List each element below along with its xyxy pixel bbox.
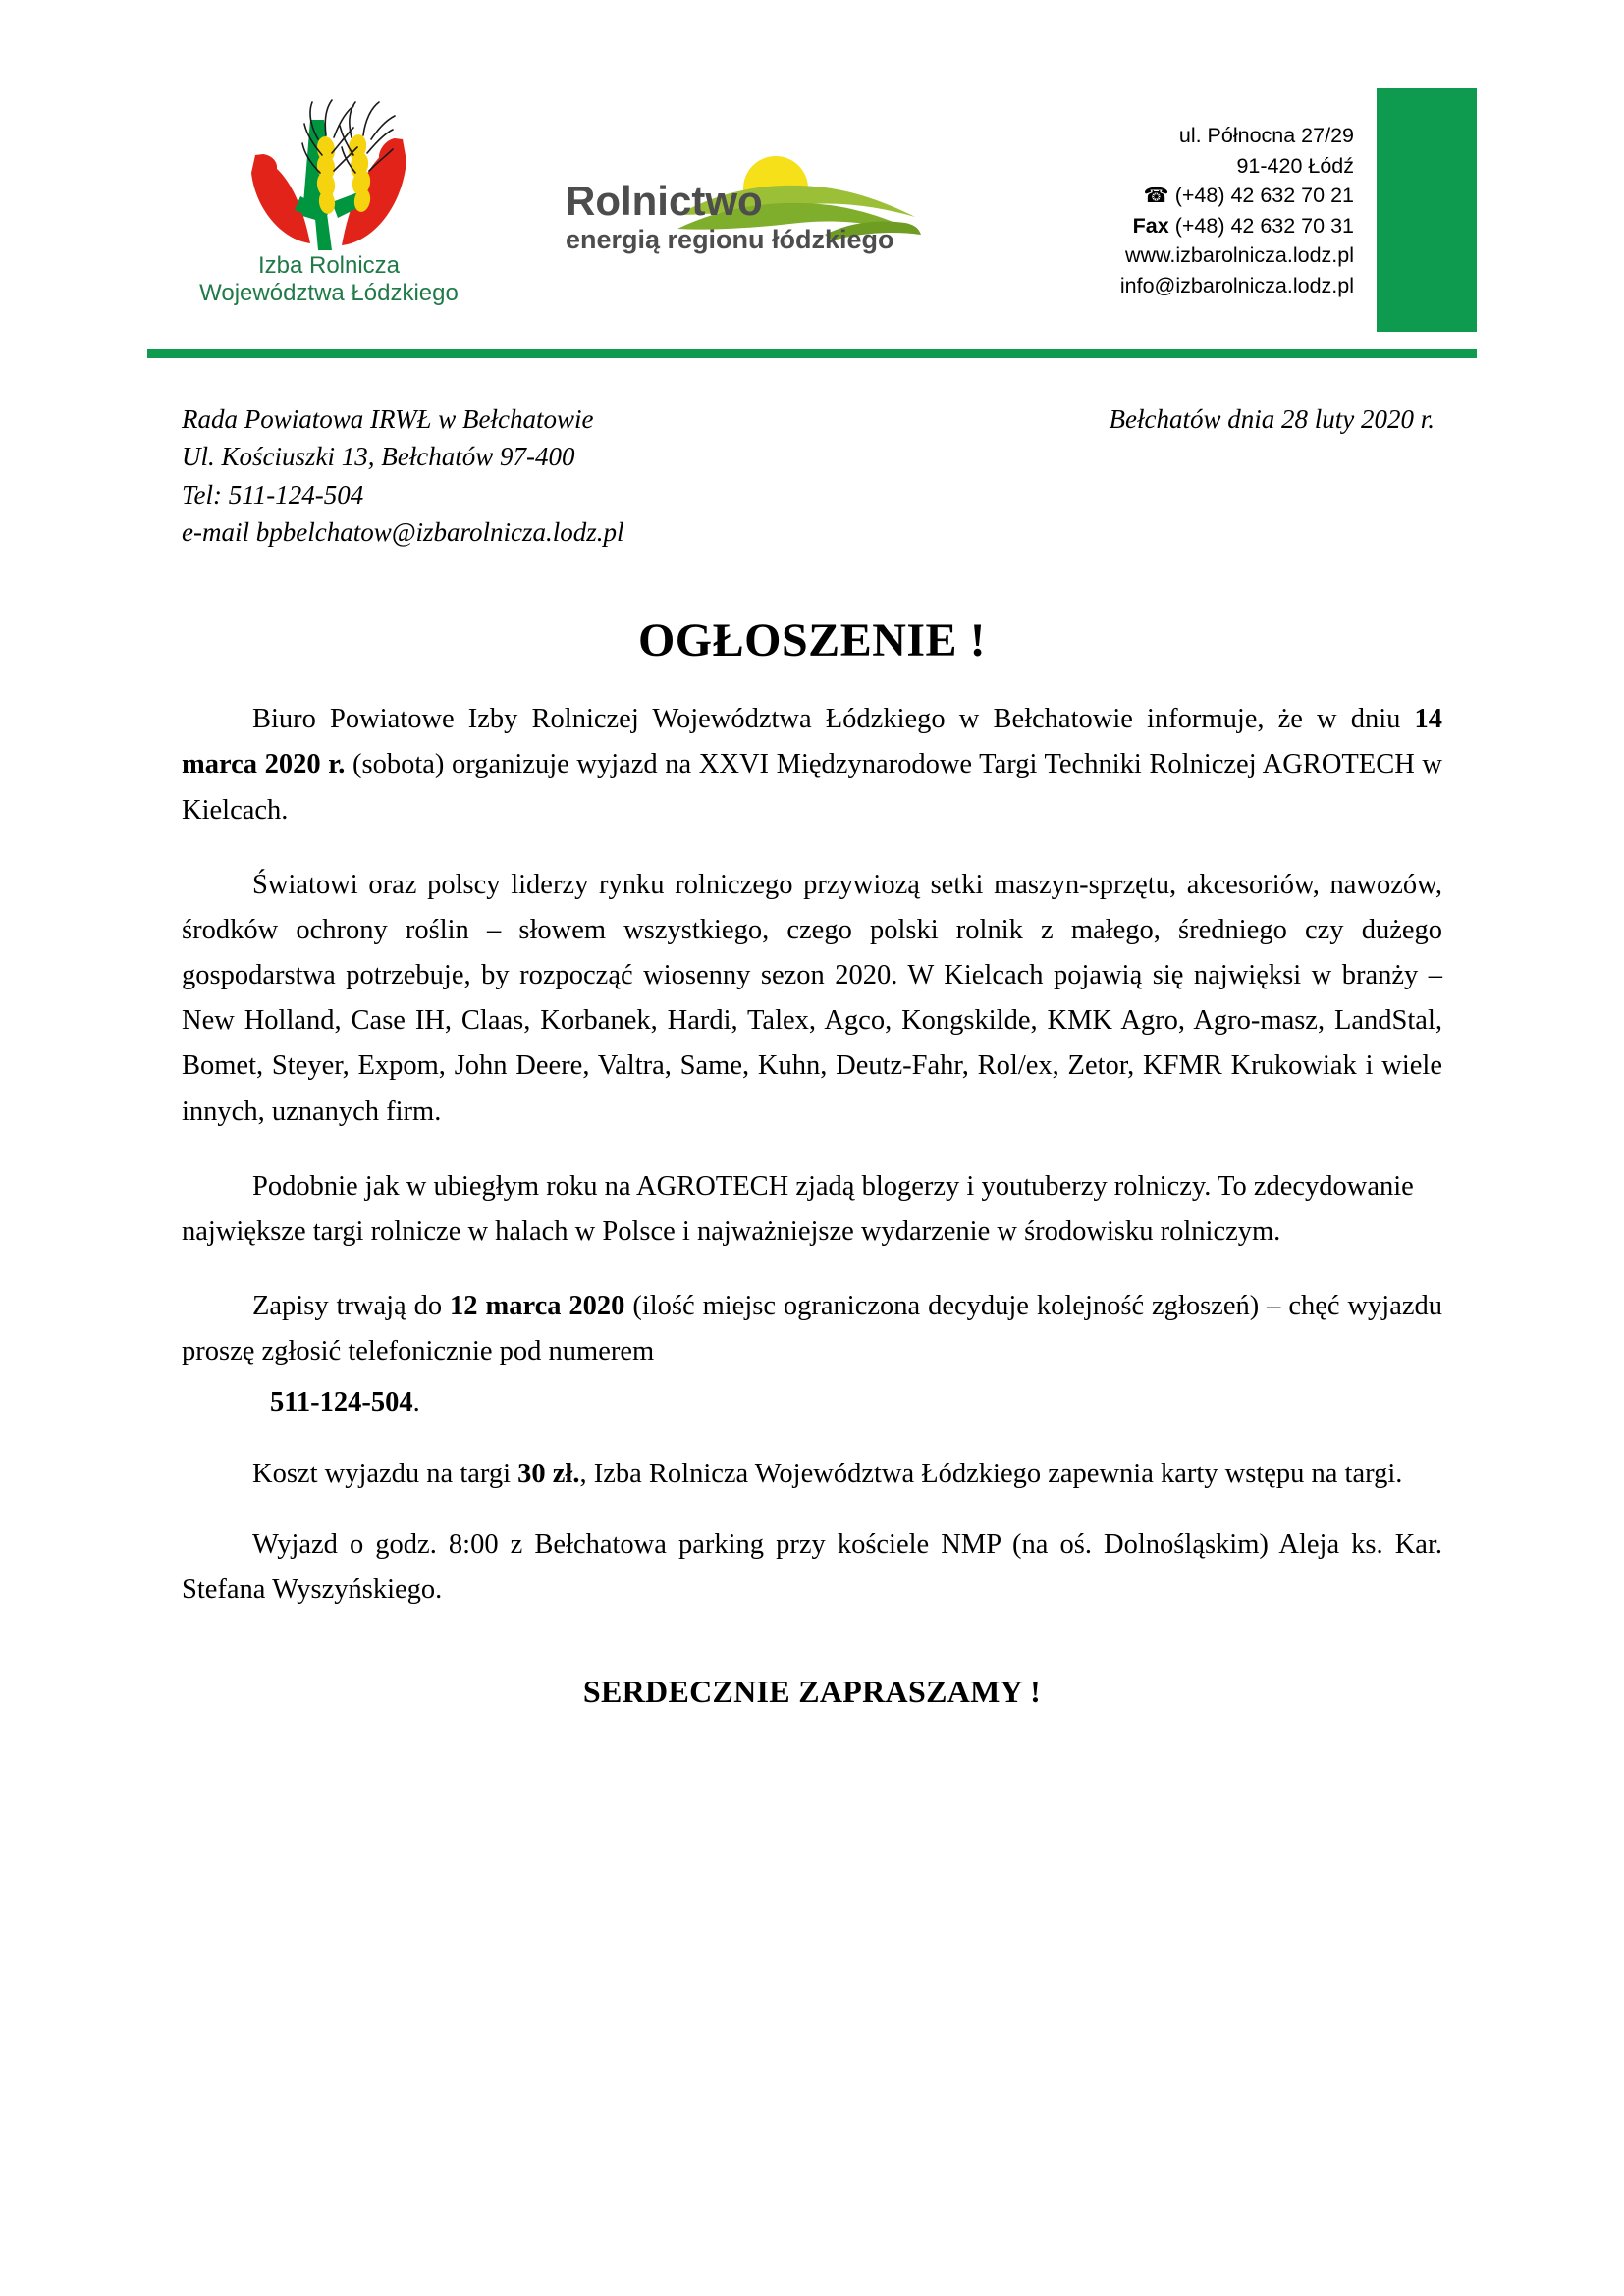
registration-phone-number: 511-124-504 — [270, 1387, 413, 1418]
sender-block — [182, 400, 810, 551]
contact-details — [1120, 121, 1354, 300]
closing-invitation: SERDECZNIE ZAPRASZAMY ! — [582, 1673, 1042, 1709]
p4-text-a: Zapisy trwają do — [252, 1291, 451, 1322]
header-green-panel — [1377, 88, 1477, 332]
paragraph-announcement — [182, 697, 1442, 832]
p1-date-emphasis: 14 marca 2020 r. — [182, 704, 1442, 780]
sender-line-1: Rada Powiatowa IRWŁ w Bełchatowie — [182, 404, 594, 434]
campaign-logo — [530, 144, 923, 262]
registration-phone-period: . — [412, 1387, 420, 1418]
paragraph-registration — [182, 1284, 1442, 1374]
paragraph-exhibitors: Światowi oraz polscy liderzy rynku rolniczego przywiozą setki maszyn-sprzętu, akcesoriów, nawozów, środków ochrony roślin – słowem wszystkiego, czego polski rolnik z małego, średniego czy dużego gospodarstwa potrzebuje, by rozpocząć wiosenny sezon 2020. W Kielcach pojawią się najwięksi w branży – New Holland, Case IH, Claas, Korbanek, Hardi, Talex, Agco, Kongskilde, KMK Agro, Agro-masz, LandStal, Bomet, Steyer, Expom, John Deere, Valtra, Same, Kuhn, Deutz-Fahr, Rol/ex, Zetor, KFMR Krukowiak i wiele innych, uznanych firm. — [182, 869, 1442, 1127]
contact-phone-highlight — [182, 1380, 1442, 1425]
organization-name-line1: Izba Rolnicza — [257, 252, 401, 279]
paragraph-cost — [182, 1452, 1442, 1497]
p5-text-b: , Izba Rolnicza Województwa Łódzkiego zapewnia karty wstępu na targi. — [579, 1458, 1403, 1489]
contact-phone-row — [1120, 181, 1354, 211]
campaign-logo-line2: energią regionu łódzkiego — [566, 225, 894, 254]
p5-text-a: Koszt wyjazdu na targi — [252, 1458, 518, 1489]
header-green-rule — [147, 349, 1477, 358]
campaign-logo-line1: Rolnictwo — [566, 178, 763, 224]
contact-city: 91-420 Łódź — [1236, 153, 1354, 178]
p4-deadline-emphasis: 12 marca 2020 — [450, 1291, 625, 1322]
p5-price-emphasis: 30 zł. — [517, 1458, 580, 1489]
letterhead — [147, 74, 1477, 358]
sun-over-fields-icon — [530, 144, 923, 262]
fax-label: Fax — [1132, 213, 1169, 238]
organization-logo-wordmark — [167, 252, 491, 308]
sender-line-3: Tel: 511-124-504 — [182, 479, 364, 509]
contact-fax-row — [1120, 211, 1354, 241]
organization-logo — [167, 79, 491, 308]
meta-block — [182, 400, 1442, 551]
p1-text-a: Biuro Powiatowe Izby Rolniczej Województwa Łódzkiego w Bełchatowie informuje, że w dniu — [252, 704, 1415, 735]
p4-text-b: (ilość miejsc ograniczona decyduje kolejność zgłoszeń) – chęć wyjazdu proszę zgłosić telefonicznie pod numerem — [182, 1291, 1442, 1367]
telephone-icon: ☎ — [1143, 185, 1169, 208]
paragraph-departure: Wyjazd o godz. 8:00 z Bełchatowa parking przy kościele NMP (na oś. Dolnośląskim) Aleja ks. Kar. Stefana Wyszyńskiego. — [182, 1528, 1442, 1605]
sender-line-2: Ul. Kościuszki 13, Bełchatów 97-400 — [182, 442, 575, 472]
page-title: OGŁOSZENIE ! — [637, 614, 987, 667]
contact-street: ul. Północna 27/29 — [1178, 124, 1354, 147]
sender-line-4: e-mail bpbelchatow@izbarolnicza.lodz.pl — [182, 516, 624, 547]
p1-text-b: (sobota) organizuje wyjazd na XXVI Międzynarodowe Targi Techniki Rolniczej AGROTECH w Kielcach. — [182, 749, 1442, 826]
document-body — [182, 400, 1442, 1710]
wheat-in-hands-icon — [167, 79, 491, 250]
paragraph-bloggers: Podobnie jak w ubiegłym roku na AGROTECH zjadą blogerzy i youtuberzy rolniczy. To zdecydowanie największe targi rolnicze w halach w Polsce i najważniejsze wydarzenie w środowisku rolniczym. — [182, 1170, 1414, 1247]
organization-name-line2: Województwa Łódzkiego — [199, 280, 459, 307]
document-date: Bełchatów dnia 28 luty 2020 r. — [1109, 404, 1435, 434]
contact-email[interactable]: info@izbarolnicza.lodz.pl — [1119, 273, 1354, 297]
contact-fax: (+48) 42 632 70 31 — [1174, 213, 1354, 238]
contact-phone: (+48) 42 632 70 21 — [1174, 184, 1354, 208]
contact-website[interactable]: www.izbarolnicza.lodz.pl — [1124, 243, 1354, 268]
